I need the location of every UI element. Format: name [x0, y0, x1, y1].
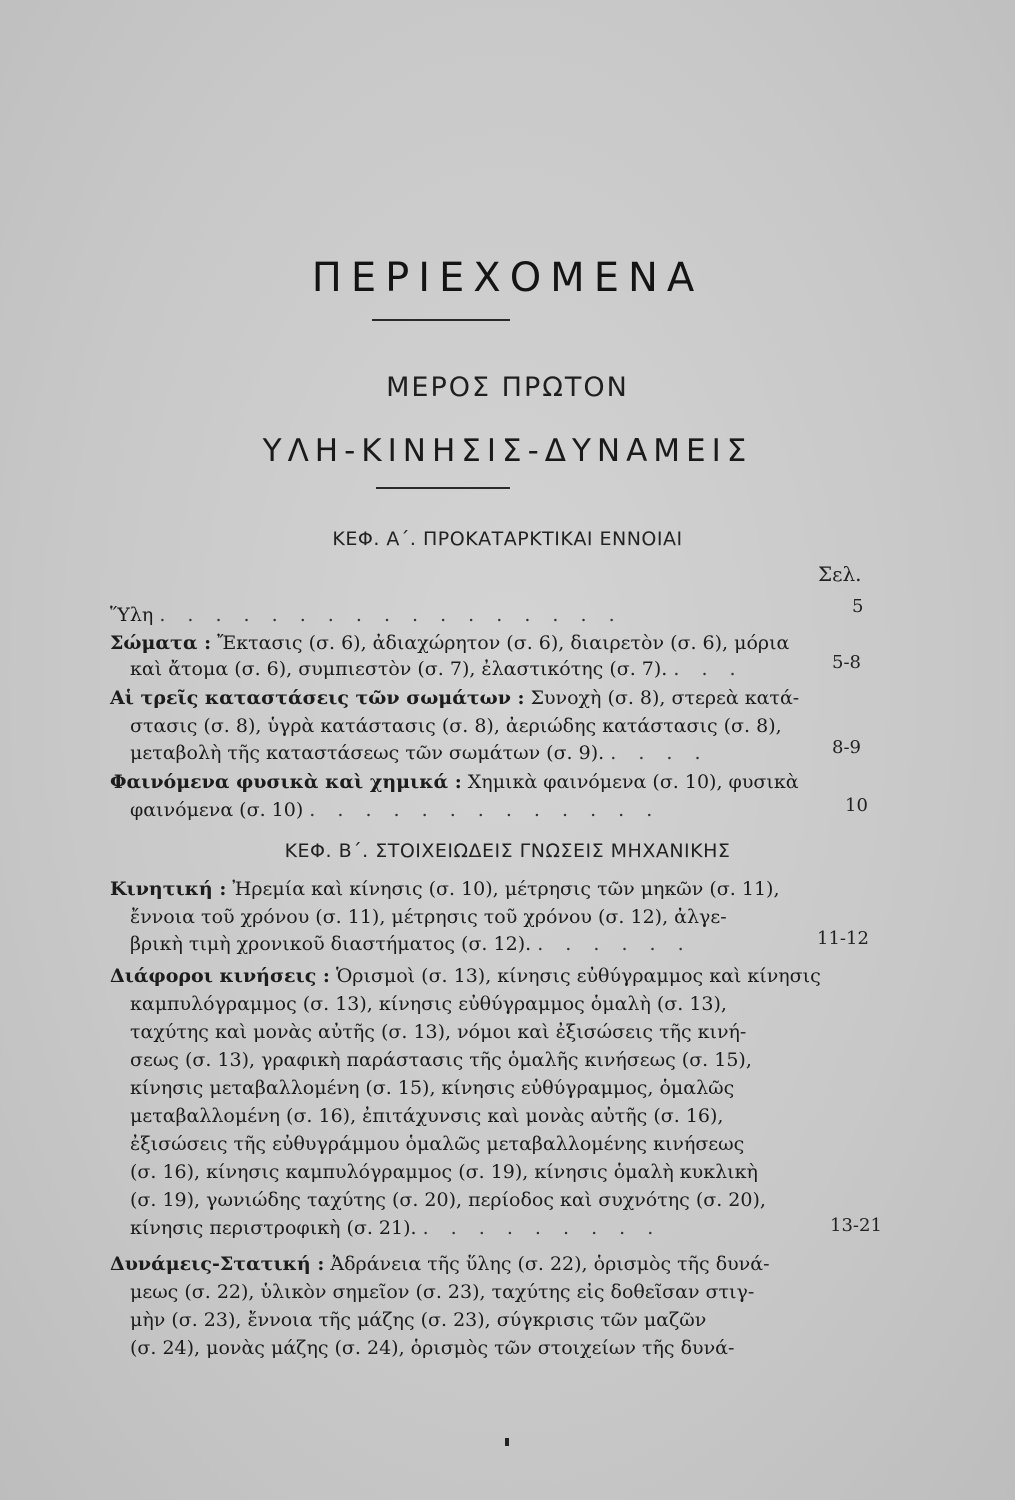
page-number: 5 [852, 596, 864, 617]
leader-dots: . . . . . . . . . . . . . [309, 799, 661, 821]
page-column-header: Σελ. [818, 562, 862, 586]
entry-text: καὶ ἄτομα (σ. 6), συμπιεστὸν (σ. 7), ἐλαστικότης (σ. 7). [130, 658, 668, 680]
entry-text-line: (σ. 16), κίνησις καμπυλόγραμμος (σ. 19), κίνησις ὁμαλὴ κυκλικὴ [130, 1161, 758, 1183]
entry-text-line [130, 931, 692, 957]
entry-text: κίνησις περιστροφικὴ (σ. 21). [130, 1217, 417, 1239]
entry-text-line: ἐξισώσεις τῆς εὐθυγράμμου ὁμαλῶς μεταβαλλομένης κινήσεως [130, 1133, 745, 1155]
page-number: 11-12 [817, 928, 869, 949]
entry-text: Χημικὰ φαινόμενα (σ. 10), φυσικὰ [467, 771, 799, 793]
entry-text-line: (σ. 19), γωνιώδης ταχύτης (σ. 20), περίοδος καὶ συχνότης (σ. 20), [130, 1189, 766, 1211]
entry-text: Ἔκτασις (σ. 6), ἀδιαχώρητον (σ. 6), διαιρετὸν (σ. 6), μόρια [217, 632, 790, 654]
leader-dots: . . . . . . [537, 933, 692, 955]
leader-dots: . . . . . . . . . . . . . . . . . [159, 604, 623, 626]
entry-text-line: ἔννοια τοῦ χρόνου (σ. 11), μέτρησις τοῦ χρόνου (σ. 12), ἀλγε- [130, 906, 727, 928]
entry-text-line: μεταβαλλομένη (σ. 16), ἐπιτάχυνσις καὶ μονὰς αὐτῆς (σ. 16), [130, 1105, 724, 1127]
page-number: 5-8 [832, 652, 861, 673]
entry-text-line [130, 740, 709, 766]
entry-fainomena [110, 769, 799, 795]
entry-term: Κινητική : [110, 878, 227, 900]
entry-text-line: καμπυλόγραμμος (σ. 13), κίνησις εὐθύγραμμος ὁμαλὴ (σ. 13), [130, 993, 727, 1015]
entry-text-line [130, 1215, 661, 1241]
entry-term: Δυνάμεις-Στατική : [110, 1253, 325, 1275]
entry-text: βρικὴ τιμὴ χρονικοῦ διαστήματος (σ. 12). [130, 933, 532, 955]
chapter-b-heading: ΚΕΦ. Β΄. ΣΤΟΙΧΕΙΩΔΕΙΣ ΓΝΩΣΕΙΣ ΜΗΧΑΝΙΚΗΣ [284, 840, 731, 862]
entry-text-line [130, 656, 744, 682]
entry-term: Αἱ τρεῖς καταστάσεις τῶν σωμάτων : [110, 687, 525, 709]
entry-dynameis [110, 1251, 770, 1277]
leader-dots: . . . . . . . . . [422, 1217, 662, 1239]
entry-text-line: (σ. 24), μονὰς μάζης (σ. 24), ὁρισμὸς τῶν στοιχείων τῆς δυνά- [130, 1337, 735, 1359]
subject-rule [376, 487, 510, 489]
entry-text: Ὁρισμοὶ (σ. 13), κίνησις εὐθύγραμμος καὶ κίνησις [335, 965, 821, 987]
entry-text: μεταβολὴ τῆς καταστάσεως τῶν σωμάτων (σ. 9). [130, 742, 605, 764]
entry-text-line: μὴν (σ. 23), ἔννοια τῆς μάζης (σ. 23), σύγκρισις τῶν μαζῶν [130, 1309, 707, 1331]
part-title: ΜΕΡΟΣ ΠΡΩΤΟΝ [386, 372, 629, 403]
printer-mark [505, 1438, 509, 1446]
entry-text-line: ταχύτης καὶ μονὰς αὐτῆς (σ. 13), νόμοι καὶ ἐξισώσεις τῆς κινή- [130, 1021, 747, 1043]
chapter-a-heading: ΚΕΦ. Α΄. ΠΡΟΚΑΤΑΡΚΤΙΚΑΙ ΕΝΝΟΙΑΙ [332, 528, 683, 550]
entry-text-line: σεως (σ. 13), γραφικὴ παράστασις τῆς ὁμαλῆς κινήσεως (σ. 15), [130, 1049, 752, 1071]
entry-text-line: στασις (σ. 8), ὑγρὰ κατάστασις (σ. 8), ἀεριώδης κατάστασις (σ. 8), [130, 715, 782, 737]
entry-katastaseis [110, 685, 799, 711]
leader-dots: . . . . [610, 742, 709, 764]
page-number: 8-9 [832, 737, 861, 758]
entry-somata [110, 630, 789, 656]
page-number: 13-21 [830, 1215, 882, 1236]
entry-text: Ἀδράνεια τῆς ὕλης (σ. 22), ὁρισμὸς τῆς δυνά- [330, 1253, 770, 1275]
entry-text: Ἠρεμία καὶ κίνησις (σ. 10), μέτρησις τῶν μηκῶν (σ. 11), [232, 878, 780, 900]
entry-text-line: μεως (σ. 22), ὑλικὸν σημεῖον (σ. 23), ταχύτης εἰς δοθεῖσαν στιγ- [130, 1281, 755, 1303]
entry-term: Φαινόμενα φυσικὰ καὶ χημικά : [110, 771, 462, 793]
entry-kinitiki [110, 876, 779, 902]
entry-yli [110, 602, 623, 628]
entry-term: Ὕλη [110, 604, 154, 626]
contents-heading: ΠΕΡΙΕΧΟΜΕΝΑ [311, 255, 704, 301]
page-number: 10 [845, 795, 868, 816]
entry-text: φαινόμενα (σ. 10) [130, 799, 304, 821]
entry-text: Συνοχὴ (σ. 8), στερεὰ κατά- [530, 687, 800, 709]
entry-term: Διάφοροι κινήσεις : [110, 965, 330, 987]
heading-rule [372, 319, 510, 321]
entry-kiniseis [110, 963, 821, 989]
entry-text-line [130, 797, 660, 823]
entry-text-line: κίνησις μεταβαλλομένη (σ. 15), κίνησις εὐθύγραμμος, ὁμαλῶς [130, 1077, 735, 1099]
subject-title: ΥΛΗ-ΚΙΝΗΣΙΣ-ΔΥΝΑΜΕΙΣ [262, 433, 753, 469]
leader-dots: . . . [673, 658, 744, 680]
entry-term: Σώματα : [110, 632, 212, 654]
